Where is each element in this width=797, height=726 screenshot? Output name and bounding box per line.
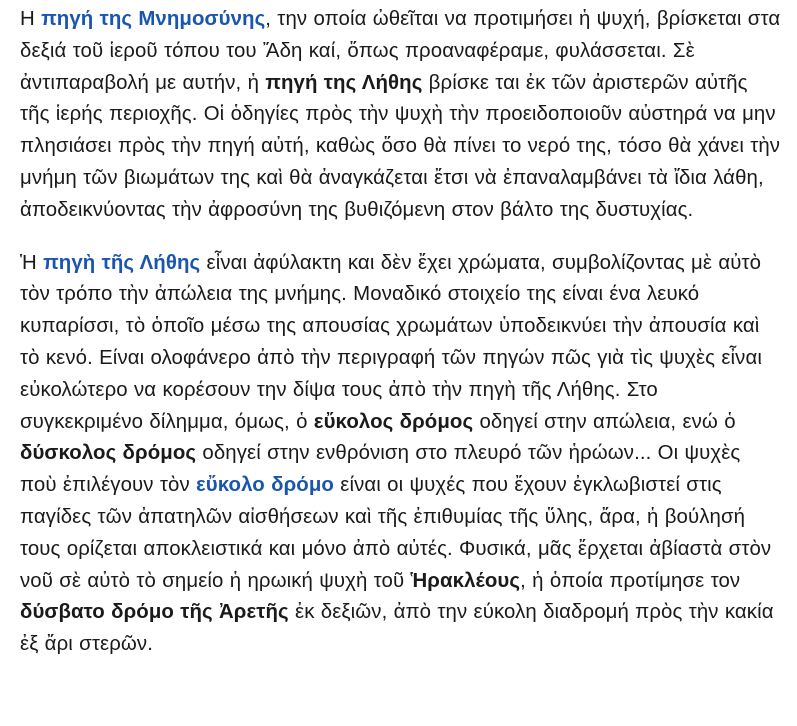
paragraph-lethe [20,248,783,661]
paragraph-mnemosyne [20,4,783,227]
bold-lethe-spring: πηγή της Λήθης [265,71,423,94]
text-run: βρίσκε ται ἐκ τῶν ἀριστερῶν αὐτῆς τῆς ἱερής περιοχῆς. Οἱ ὁδηγίες πρὸς τὴν ψυχὴ τὴν προειδοποιοῦν αὐστηρά να μην πλησιάσει πρὸς τὴν πηγή αὐτή, καθὼς ὅσο θὰ πίνει το νερό της, τόσο θὰ χάνει τὴν μνήμη τῶν βιωμάτων της καὶ θὰ ἀναγκάζεται ἔτσι νὰ ἐπαναλαμβάνει τὰ ἴδια λάθη, ἀποδεικνύοντας τὴν ἀφροσύνη της βυθιζόμενη στον βάλτο της δυστυχίας. [20,71,781,221]
text-run: είναι οι ψυχές που ἔχουν ἐγκλωβιστεί στις παγίδες τῶν ἀπατηλῶν αἰσθήσεων καὶ τῆς ἐπιθυμίας τῆς ὕλης, ἄρα, ἡ βούλησή τους ορίζεται αποκλειστικά και μόνο ἀπὸ αὐτές. Φυσικά, μᾶς ἔρχεται ἀβίαστὰ στὸν νοῦ σὲ αὐτὸ τὸ σημείο ἡ ηρωική ψυχὴ τοῦ [20,474,772,592]
bold-heracles: Ἡρακλέους [410,569,521,592]
bold-easy-path: εὔκολος δρόμος [313,410,474,433]
text-run: εἶναι ἀφύλακτη και δὲν ἔχει χρώματα, συμβολίζοντας μὲ αὐτὸ τὸν τρόπο τὴν ἀπώλεια της μνήμης. Μοναδικό στοιχείο της είναι ένα λευκό κυπαρίσσι, τὸ ὁποῖο μέσω της απουσίας χρωμάτων ὑποδεικνύει τὴν ἀπουσία καὶ τὸ κενό. Είναι ολοφάνερο ἀπὸ τὴν περιγραφή τῶν πηγών πῶς γιὰ τὶς ψυχὲς εἶναι εὐκολώτερο να κορέσουν την δίψα τους ἀπὸ τὴν πηγὴ τῆς Λήθης. Στο συγκεκριμένο δίλημμα, όμως, ὁ [20,251,762,433]
text-run: οδηγεί στην απώλεια, ενώ ὁ [473,410,736,433]
link-lethe-spring[interactable]: πηγὴ τῆς Λήθης [43,251,201,274]
text-run: ἐκ δεξιῶν, ἀπὸ την εύκολη διαδρομή πρὸς τὴν κακία ἐξ ἄρι στερῶν. [20,601,774,656]
link-mnemosyne-spring[interactable]: πηγή της Μνημοσύνης [41,8,266,30]
text-run: Ἡ [20,251,44,274]
bold-path-of-virtue: δύσβατο δρόμο τῆς Ἀρετῆς [20,601,289,624]
text-run: οδηγεί στην ενθρόνιση στο πλευρό τῶν ἡρώων... Οι ψυχὲς ποὺ ἐπιλέγουν τὸν [20,442,741,497]
text-run: , την οποία ὠθεῖται να προτιμήσει ἡ ψυχή, βρίσκεται στα δεξιά τοῦ ἱεροῦ τόπου του Ἄδη καί, ὅπως προαναφέραμε, φυλάσσεται. Σὲ ἀντιπαραβολή με αυτήν, ἡ [20,8,781,94]
text-run: Η [20,8,42,30]
bold-hard-path: δύσκολος δρόμος [20,442,197,465]
link-easy-path[interactable]: εὔκολο δρόμο [196,474,334,497]
text-run: , ἡ ὁποία προτίμησε τον [520,569,741,592]
